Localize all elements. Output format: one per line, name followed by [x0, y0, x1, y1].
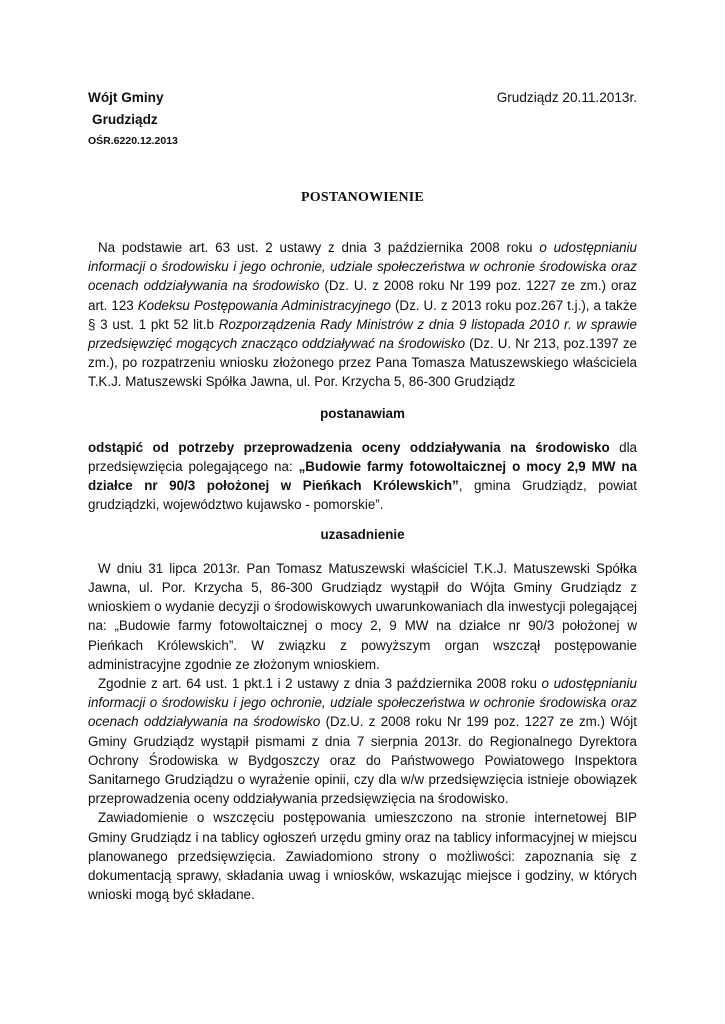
legal-basis-text-4: (Dz. U. Nr 213, poz.1397 ze zm.), po rozpatrzeniu wniosku złożonego przez Pana Tomasza Matuszewskiego właściciela T.K.J. Matuszewski Spółka Jawna, ul. Por. Krzycha 5, 86-300 Grudziądz — [88, 336, 637, 390]
decision-heading: postanawiam — [320, 405, 405, 421]
legal-basis-paragraph — [88, 238, 637, 392]
document-title: POSTANOWIENIE — [301, 190, 424, 205]
justification-paragraph-1: W dniu 31 lipca 2013r. Pan Tomasz Matuszewski właściciel T.K.J. Matuszewski Spółka Jawna, ul. Por. Krzycha 5, 86-300 Grudziądz wystąpił do Wójta Gminy Grudziądz z wnioskiem o wydanie decyzji o środowiskowych uwarunkowaniach dla inwestycji polegającej na: „Budowie farmy fotowoltaicznej o mocy 2, 9 MW na działce nr 90/3 położonej w Pieńkach Królewskich”. W związku z powyższym organ wszczął postępowanie administracyjne zgodnie ze złożonym wnioskiem. — [88, 560, 637, 672]
justification-2-text-1: Zgodnie z art. 64 ust. 1 pkt.1 i 2 ustawy z dnia 3 października 2008 roku — [98, 676, 542, 692]
decision-paragraph — [88, 438, 637, 515]
decision-text-1: dla przedsięwzięcia polegającego na: — [88, 439, 637, 475]
decision-statement: odstąpić od potrzeby przeprowadzenia oceny oddziaływania na środowisko — [88, 439, 610, 455]
justification-2-text-2: (Dz.U. z 2008 roku Nr 199 poz. 1227 ze zm.) Wójt Gminy Grudziądz wystąpił pismami z dnia 7 sierpnia 2013r. do Regionalnego Dyrektora Ochrony Środowiska w Bydgoszczy oraz do Państwowego Powiatowego Inspektora Sanitarnego Grudziądzu o wyrażenie opinii, czy dla w/w przedsięwzięcia istnieje obowiązek przeprowadzenia oceny oddziaływania przedsięwzięcia na środowisko. — [88, 714, 637, 807]
issuing-authority — [88, 87, 178, 151]
regulation-title: Rozporządzenia Rady Ministrów z dnia 9 listopada 2010 r. w sprawie przedsięwzięć mogących znacząco oddziaływać na środowisko — [88, 316, 637, 352]
document-body — [88, 238, 637, 905]
authority-name: Wójt Gminy — [88, 90, 164, 105]
case-reference: OŚR.6220.12.2013 — [88, 135, 178, 147]
authority-municipality: Grudziądz — [92, 112, 158, 127]
justification-paragraph-2 — [88, 674, 637, 808]
act-title-environment-2: o udostępnianiu informacji o środowisku i jego ochronie, udziale społeczeństwa w ochronie środowiska oraz ocenach oddziaływania na środowisko — [88, 676, 637, 730]
justification-heading: uzasadnienie — [320, 526, 405, 542]
legal-basis-text-2: (Dz. U. z 2008 roku Nr 199 poz. 1227 ze zm.) oraz art. 123 — [88, 278, 638, 313]
decision-text-2: , gmina Grudziądz, powiat grudziądzki, województwo kujawsko - pomorskie”. — [88, 478, 638, 513]
legal-basis-text-1: Na podstawie art. 63 ust. 2 ustawy z dnia 3 października 2008 roku — [98, 240, 540, 255]
place-and-date: Grudziądz 20.11.2013r. — [496, 90, 637, 105]
legal-basis-text-3: (Dz. U. z 2013 roku poz.267 t.j.), a także § 3 ust. 1 pkt 52 lit.b — [88, 297, 637, 332]
code-title-administrative: Kodeksu Postępowania Administracyjnego — [137, 297, 391, 313]
act-title-environment: o udostępnianiu informacji o środowisku i jego ochronie, udziale społeczeństwa w ochronie środowiska oraz ocenach oddziaływania na środowisko — [88, 240, 638, 294]
project-name: „Budowie farmy fotowoltaicznej o mocy 2,9 MW na działce nr 90/3 położonej w Pieńkach Królewskich” — [88, 459, 638, 494]
justification-paragraph-3: Zawiadomienie o wszczęciu postępowania umieszczono na stronie internetowej BIP Gminy Grudziądz i na tablicy ogłoszeń urzędu gminy oraz na tablicy informacyjnej w miejscu planowanego przedsięwzięcia. Zawiadomiono strony o możliwości: zapoznania się z dokumentacją sprawy, składania uwag i wniosków, wskazując miejsce i godziny, w których wnioski mogą być składane. — [88, 810, 637, 903]
